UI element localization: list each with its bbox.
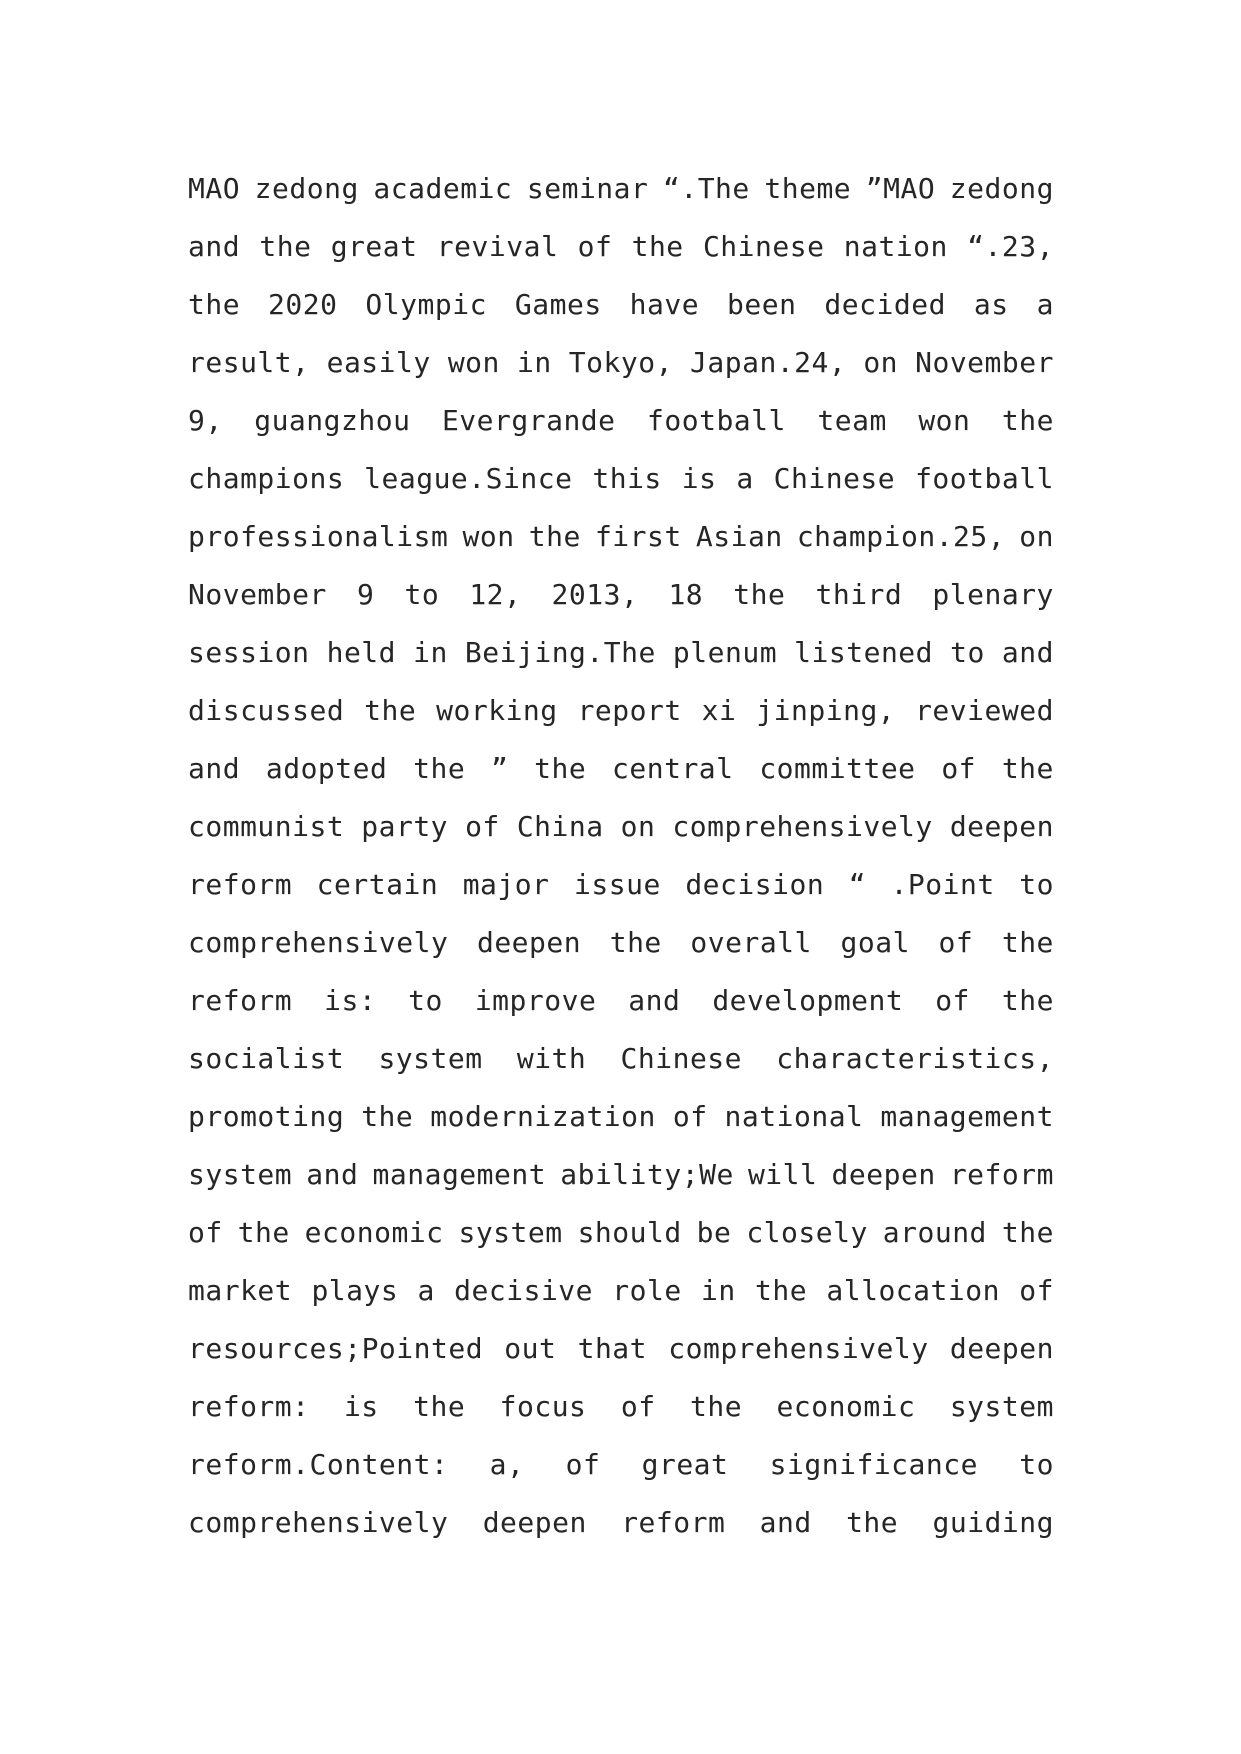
text-word: ability;We <box>560 1158 734 1191</box>
text-line <box>188 1436 1054 1494</box>
text-word: committee <box>759 752 916 785</box>
text-word: the <box>690 1390 743 1423</box>
text-word: first <box>594 520 682 553</box>
text-word: the <box>259 230 312 263</box>
text-word: a <box>417 1274 435 1307</box>
text-word: nation <box>843 230 948 263</box>
text-word: comprehensively <box>188 1506 449 1539</box>
text-word: out <box>504 1332 557 1365</box>
text-word: significance <box>769 1448 978 1481</box>
text-word: won <box>447 346 500 379</box>
text-word: result, <box>188 346 310 379</box>
text-word: Chinese <box>773 462 896 495</box>
text-word: issue <box>574 868 661 901</box>
text-word: and <box>188 752 241 785</box>
text-word: champions <box>188 462 345 495</box>
text-line <box>188 1030 1054 1088</box>
text-word: as <box>973 288 1009 321</box>
text-word: the <box>631 230 684 263</box>
text-word: champion.25, <box>796 520 1006 553</box>
text-line <box>188 682 1054 740</box>
text-word: and <box>1001 636 1054 669</box>
text-word: Japan.24, <box>690 346 847 379</box>
text-word: been <box>727 288 797 321</box>
text-word: on <box>1019 520 1054 553</box>
text-word: in <box>516 346 552 379</box>
text-word: Olympic <box>365 288 487 321</box>
text-word: 12, <box>469 578 522 611</box>
text-word: development <box>712 984 904 1017</box>
text-word: the <box>846 1506 899 1539</box>
text-word: of <box>565 1448 601 1481</box>
text-word: economic <box>776 1390 916 1423</box>
text-word: and <box>628 984 681 1017</box>
text-word: .Point <box>890 868 995 901</box>
text-word: a <box>1036 288 1054 321</box>
text-word: a, <box>489 1448 525 1481</box>
text-word: improve <box>474 984 597 1017</box>
text-word: Tokyo, <box>568 346 673 379</box>
text-word: listened <box>794 636 934 669</box>
text-word: great <box>330 230 418 263</box>
text-line <box>188 856 1054 914</box>
text-word: to <box>404 578 440 611</box>
text-word: jinping, <box>756 694 896 727</box>
text-word: guiding <box>932 1506 1054 1539</box>
text-word: league.Since <box>364 462 573 495</box>
text-word: seminar <box>526 172 649 205</box>
text-line <box>188 218 1054 276</box>
text-word: football <box>647 404 786 437</box>
text-line <box>188 798 1054 856</box>
text-word: focus <box>499 1390 587 1423</box>
text-word: discussed <box>188 694 345 727</box>
text-word: deepen <box>949 1332 1054 1365</box>
text-word: Beijing.The <box>464 636 656 669</box>
text-word: “.23, <box>967 230 1054 263</box>
text-word: promoting <box>188 1100 345 1133</box>
text-word: communist <box>188 810 345 843</box>
text-line <box>188 334 1054 392</box>
text-word: the <box>364 694 417 727</box>
text-word: of <box>935 984 970 1017</box>
text-word: is <box>681 462 717 495</box>
text-word: the <box>755 1274 808 1307</box>
text-word: ”MAO <box>865 172 936 205</box>
text-word: deepen <box>831 1158 936 1191</box>
text-word: “.The <box>662 172 750 205</box>
text-word: the <box>528 520 581 553</box>
text-word: plenum <box>672 636 778 669</box>
text-word: major <box>462 868 550 901</box>
text-word: of <box>941 752 977 785</box>
text-word: academic <box>373 172 513 205</box>
text-word: the <box>413 752 466 785</box>
text-word: is <box>343 1390 379 1423</box>
text-word: plays <box>311 1274 399 1307</box>
text-word: football <box>915 462 1054 495</box>
text-word: the <box>237 1216 290 1249</box>
text-word: on <box>620 810 656 843</box>
text-word: working <box>436 694 558 727</box>
text-word: Chinese <box>702 230 825 263</box>
text-word: will <box>747 1158 818 1191</box>
text-word: management <box>880 1100 1054 1133</box>
text-word: guangzhou <box>254 404 411 437</box>
text-word: revival <box>436 230 559 263</box>
text-word: socialist <box>188 1042 345 1075</box>
body-text <box>188 160 1054 1552</box>
text-word: that <box>577 1332 648 1365</box>
text-word: November <box>188 578 327 611</box>
text-word: certain <box>316 868 439 901</box>
text-line <box>188 1088 1054 1146</box>
text-word: professionalism <box>188 520 449 553</box>
text-word: deepen <box>476 926 582 959</box>
text-word: and <box>759 1506 812 1539</box>
text-word: theme <box>764 172 852 205</box>
text-word: system <box>378 1042 483 1075</box>
text-word: team <box>817 404 887 437</box>
text-word: report <box>577 694 682 727</box>
text-word: reform: <box>188 1390 310 1423</box>
text-word: of <box>577 230 613 263</box>
text-word: party <box>361 810 449 843</box>
text-word: is: <box>324 984 377 1017</box>
text-word: the <box>413 1390 466 1423</box>
text-word: of <box>465 810 500 843</box>
text-word: market <box>188 1274 293 1307</box>
text-word: the <box>361 1100 414 1133</box>
text-word: closely <box>746 1216 868 1249</box>
text-line <box>188 1320 1054 1378</box>
text-word: overall <box>690 926 812 959</box>
text-word: 2013, <box>551 578 639 611</box>
text-word: to <box>1019 1448 1054 1481</box>
text-word: role <box>612 1274 682 1307</box>
text-word: modernization <box>430 1100 656 1133</box>
text-word: reviewed <box>915 694 1054 727</box>
text-word: Chinese <box>620 1042 743 1075</box>
text-line <box>188 1146 1054 1204</box>
text-line <box>188 1262 1054 1320</box>
text-word: with <box>516 1042 587 1075</box>
text-line <box>188 450 1054 508</box>
text-word: to <box>1019 868 1054 901</box>
text-line <box>188 392 1054 450</box>
text-word: decided <box>824 288 946 321</box>
text-word: zedong <box>949 172 1054 205</box>
text-word: held <box>326 636 397 669</box>
text-word: Asian <box>695 520 783 553</box>
text-word: reform <box>621 1506 726 1539</box>
text-word: comprehensively <box>188 926 449 959</box>
text-word: management <box>372 1158 547 1191</box>
text-word: national <box>724 1100 864 1133</box>
text-word: xi <box>701 694 737 727</box>
text-word: of <box>620 1390 656 1423</box>
text-word: central <box>612 752 734 785</box>
text-word: plenary <box>932 578 1054 611</box>
text-word: should <box>577 1216 682 1249</box>
text-word: MAO <box>188 172 241 205</box>
text-word: decisive <box>454 1274 594 1307</box>
text-word: of <box>938 926 974 959</box>
text-word: of <box>672 1100 708 1133</box>
text-line <box>188 566 1054 624</box>
text-word: great <box>641 1448 729 1481</box>
text-line <box>188 276 1054 334</box>
text-word: the <box>534 752 587 785</box>
text-word: to <box>950 636 985 669</box>
text-word: the <box>1001 1216 1054 1249</box>
text-word: system <box>458 1216 563 1249</box>
text-word: reform.Content: <box>188 1448 449 1481</box>
text-word: 2020 <box>268 288 338 321</box>
text-line <box>188 740 1054 798</box>
text-word: adopted <box>265 752 388 785</box>
text-word: the <box>609 926 662 959</box>
text-word: have <box>629 288 700 321</box>
text-word: easily <box>326 346 431 379</box>
text-word: to <box>408 984 443 1017</box>
text-line <box>188 914 1054 972</box>
text-word: the <box>1001 926 1054 959</box>
text-word: 18 <box>668 578 704 611</box>
text-line <box>188 1204 1054 1262</box>
text-word: the <box>1001 404 1054 437</box>
text-word: deepen <box>949 810 1054 843</box>
text-word: 9 <box>356 578 375 611</box>
text-word: this <box>592 462 662 495</box>
text-word: around <box>882 1216 987 1249</box>
text-word: deepen <box>482 1506 587 1539</box>
text-word: reform <box>188 868 293 901</box>
text-line <box>188 1378 1054 1436</box>
text-word: on <box>863 346 899 379</box>
text-word: won <box>918 404 971 437</box>
text-word: allocation <box>826 1274 1000 1307</box>
text-word: 9, <box>188 404 223 437</box>
text-word: of <box>188 1216 223 1249</box>
text-word: of <box>1019 1274 1054 1307</box>
text-word: reform <box>188 984 293 1017</box>
text-word: characteristics, <box>776 1042 1054 1075</box>
text-word: in <box>413 636 448 669</box>
text-word: be <box>696 1216 732 1249</box>
text-word: ” <box>491 752 509 785</box>
text-word: decision <box>685 868 825 901</box>
text-word: the <box>188 288 241 321</box>
text-word: Games <box>514 288 602 321</box>
text-word: zedong <box>254 172 359 205</box>
text-line <box>188 624 1054 682</box>
text-word: session <box>188 636 310 669</box>
text-word: a <box>736 462 754 495</box>
text-word: the <box>1001 752 1054 785</box>
text-line <box>188 972 1054 1030</box>
text-word: reform <box>949 1158 1054 1191</box>
text-word: China <box>516 810 604 843</box>
text-word: “ <box>848 868 867 901</box>
text-word: the <box>1001 984 1054 1017</box>
text-word: in <box>701 1274 736 1307</box>
text-word: system <box>188 1158 293 1191</box>
text-word: and <box>188 230 241 263</box>
text-word: system <box>949 1390 1054 1423</box>
text-line <box>188 1494 1054 1552</box>
text-word: comprehensively <box>672 810 933 843</box>
text-line <box>188 508 1054 566</box>
text-line <box>188 160 1054 218</box>
text-word: and <box>306 1158 359 1191</box>
text-word: Evergrande <box>441 404 616 437</box>
text-word: third <box>815 578 903 611</box>
text-word: comprehensively <box>668 1332 929 1365</box>
text-word: won <box>462 520 515 553</box>
text-word: resources;Pointed <box>188 1332 484 1365</box>
text-word: economic <box>304 1216 444 1249</box>
text-word: the <box>733 578 786 611</box>
text-word: goal <box>840 926 910 959</box>
text-word: November <box>915 346 1054 379</box>
